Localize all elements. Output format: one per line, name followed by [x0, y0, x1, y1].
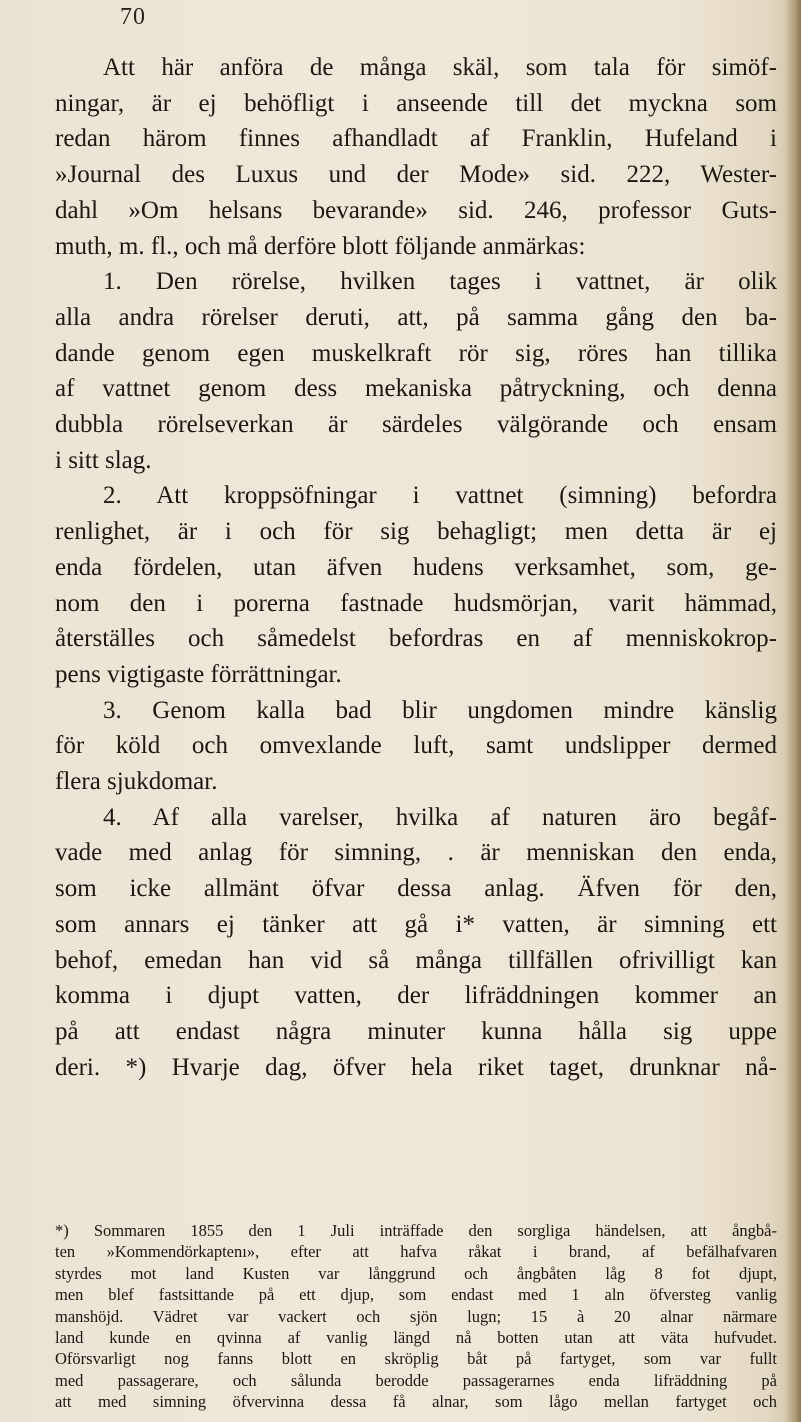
- text-line: dande genom egen muskelkraft rör sig, röres han tillika: [55, 339, 777, 367]
- footnote-line: men blef fastsittande på ett djup, som endast med 1 aln öfversteg vanlig: [55, 1285, 777, 1305]
- text-line: muth, m. fl., och må derföre blott följande anmärkas:: [55, 232, 586, 260]
- text-line: dahl »Om helsans bevarande» sid. 246, professor Guts-: [55, 196, 777, 224]
- text-line: för köld och omvexlande luft, samt undslipper dermed: [55, 732, 777, 760]
- text-line: »Journal des Luxus und der Mode» sid. 222, Wester-: [55, 161, 777, 189]
- footnote: [55, 1220, 777, 1413]
- footnote-line: att med simning öfvervinna dessa få alnar, som lågo mellan fartyget och: [55, 1392, 777, 1412]
- page-edge: [785, 0, 801, 1422]
- text-line: enda fördelen, utan äfven hudens verksamhet, som, ge-: [55, 553, 777, 581]
- text-line: behof, emedan han vid så många tillfällen ofrivilligt kan: [55, 946, 777, 974]
- text-line: Att här anföra de många skäl, som tala för simöf-: [103, 54, 777, 81]
- text-line: 3. Genom kalla bad blir ungdomen mindre känslig: [103, 696, 777, 724]
- footnote-line: manshöjd. Vädret var vackert och sjön lugn; 15 à 20 alnar närmare: [55, 1306, 777, 1326]
- text-line: renlighet, är i och för sig behagligt; men detta är ej: [55, 518, 777, 546]
- text-line: som icke allmänt öfvar dessa anlag. Äfven för den,: [55, 875, 777, 903]
- main-text: [55, 50, 777, 1085]
- footnote-line: land kunde en qvinna af vanlig längd nå botten utan att väta hufvudet.: [55, 1328, 777, 1348]
- text-line: 2. Att kroppsöfningar i vattnet (simning) befordra: [103, 482, 777, 510]
- footnote-line: ten »Kommendörkaptenı», efter att hafva råkat i brand, af befälhafvaren: [55, 1242, 777, 1262]
- page-number: 70: [120, 4, 146, 30]
- text-line: nom den i porerna fastnade hudsmörjan, varit hämmad,: [55, 589, 777, 617]
- text-line: på att endast några minuter kunna hålla sig uppe: [55, 1017, 777, 1045]
- text-line: som annars ej tänker att gå i* vatten, är simning ett: [55, 910, 777, 938]
- text-line: återställes och såmedelst befordras en af menniskokrop-: [55, 625, 777, 653]
- text-line: ningar, är ej behöfligt i anseende till det myckna som: [55, 89, 777, 117]
- text-line: 1. Den rörelse, hvilken tages i vattnet, är olik: [103, 268, 777, 296]
- footnote-line: *) Sommaren 1855 den 1 Juli inträffade den sorgliga händelsen, att ångbå-: [55, 1221, 777, 1240]
- text-line: i sitt slag.: [55, 446, 152, 474]
- text-line: dubbla rörelseverkan är särdeles välgörande och ensam: [55, 411, 777, 439]
- text-line: flera sjukdomar.: [55, 768, 218, 796]
- footnote-line: med passagerare, och sålunda berodde passagerarnes enda lifräddning på: [55, 1370, 777, 1390]
- text-line: af vattnet genom dess mekaniska påtryckning, och denna: [55, 375, 777, 403]
- text-line: deri. *) Hvarje dag, öfver hela riket taget, drunknar nå-: [55, 1053, 777, 1081]
- text-line: vade med anlag för simning, . är menniskan den enda,: [55, 839, 777, 867]
- text-line: 4. Af alla varelser, hvilka af naturen äro begåf-: [103, 803, 777, 831]
- text-line: alla andra rörelser deruti, att, på samma gång den ba-: [55, 303, 777, 331]
- text-line: komma i djupt vatten, der lifräddningen kommer an: [55, 982, 777, 1010]
- text-line: redan härom finnes afhandladt af Franklin, Hufeland i: [55, 125, 777, 153]
- footnote-line: styrdes mot land Kusten var långgrund och ångbåten låg 8 fot djupt,: [55, 1263, 777, 1283]
- text-line: pens vigtigaste förrättningar.: [55, 660, 342, 688]
- footnote-line: Oförsvarligt nog fanns blott en skröplig båt på fartyget, som var fullt: [55, 1349, 777, 1369]
